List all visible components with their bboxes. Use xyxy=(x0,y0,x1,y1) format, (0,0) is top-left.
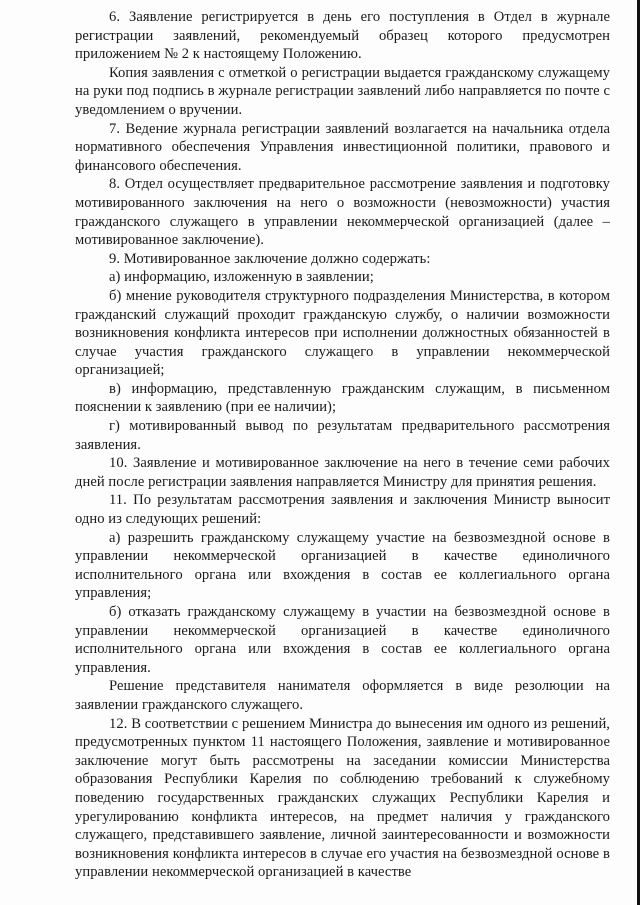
paragraph-8: 8. Отдел осуществляет предварительное рассмотрение заявления и подготовку мотивированного заключения на него о возможности (невозможности) участия гражданского служащего в управлении некоммерческой организацией (далее – мотивированное заключение). xyxy=(75,176,610,249)
paragraph-9v: в) информацию, представленную гражданским служащим, в письменном пояснении к заявлению (при ее наличии); xyxy=(75,380,610,416)
paragraph-9b: б) мнение руководителя структурного подразделения Министерства, в котором гражданский служащий проходит гражданскую службу, о наличии возможности возникновения конфликта интересов при исполнении должностных обязанностей в случае участия гражданского служащего в управлении некоммерческой организацией; xyxy=(75,287,610,379)
paragraph-11: 11. По результатам рассмотрения заявления и заключения Министр выносит одно из следующих решений: xyxy=(75,492,610,528)
paragraph-employer-decision: Решение представителя нанимателя оформляется в виде резолюции на заявлении гражданского служащего. xyxy=(75,678,610,713)
paragraph-11a: а) разрешить гражданскому служащему участие на безвозмездной основе в управлении некоммерческой организацией в качестве единоличного исполнительного органа или вхождения в состав ее коллегиального органа управления; xyxy=(75,529,610,602)
paragraph-9g: г) мотивированный вывод по результатам предварительного рассмотрения заявления. xyxy=(75,418,610,453)
paragraph-9: 9. Мотивированное заключение должно содержать: xyxy=(109,250,431,267)
document-body xyxy=(75,8,610,882)
paragraph-10: 10. Заявление и мотивированное заключение на него в течение семи рабочих дней после регистрации заявления направляется Министру для принятия решения. xyxy=(75,455,610,490)
paragraph-11b: б) отказать гражданскому служащему в участии на безвозмездной основе в управлении некоммерческой организацией в качестве единоличного исполнительного органа или вхождения в состав ее коллегиального органа управления. xyxy=(75,604,610,676)
paragraph-12: 12. В соответствии с решением Министра до вынесения им одного из решений, предусмотренных пунктом 11 настоящего Положения, заявление и мотивированное заключение могут быть рассмотрены на заседании комиссии Министерства образования Республики Карелия по соблюдению требований к служебному поведению государственных гражданских служащих Республики Карелия и урегулированию конфликта интересов, на предмет наличия у гражданского служащего, представившего заявление, личной заинтересованности и возможности возникновения конфликта интересов в случае его участия на безвозмездной основе в управлении некоммерческой организацией в качестве xyxy=(75,715,610,881)
paragraph-7: 7. Ведение журнала регистрации заявлений возлагается на начальника отдела нормативного обеспечения Управления инвестиционной политики, правового и финансового обеспечения. xyxy=(75,120,610,174)
paragraph-6: 6. Заявление регистрируется в день его поступления в Отдел в журнале регистрации заявлений, рекомендуемый образец которого предусмотрен приложением № 2 к настоящему Положению. xyxy=(75,9,610,63)
paragraph-9a: а) информацию, изложенную в заявлении; xyxy=(109,269,374,286)
paragraph-copy-of-application: Копия заявления с отметкой о регистрации выдается гражданскому служащему на руки под подпись в журнале регистрации заявлений либо направляется по почте с уведомлением о вручении. xyxy=(75,64,610,118)
